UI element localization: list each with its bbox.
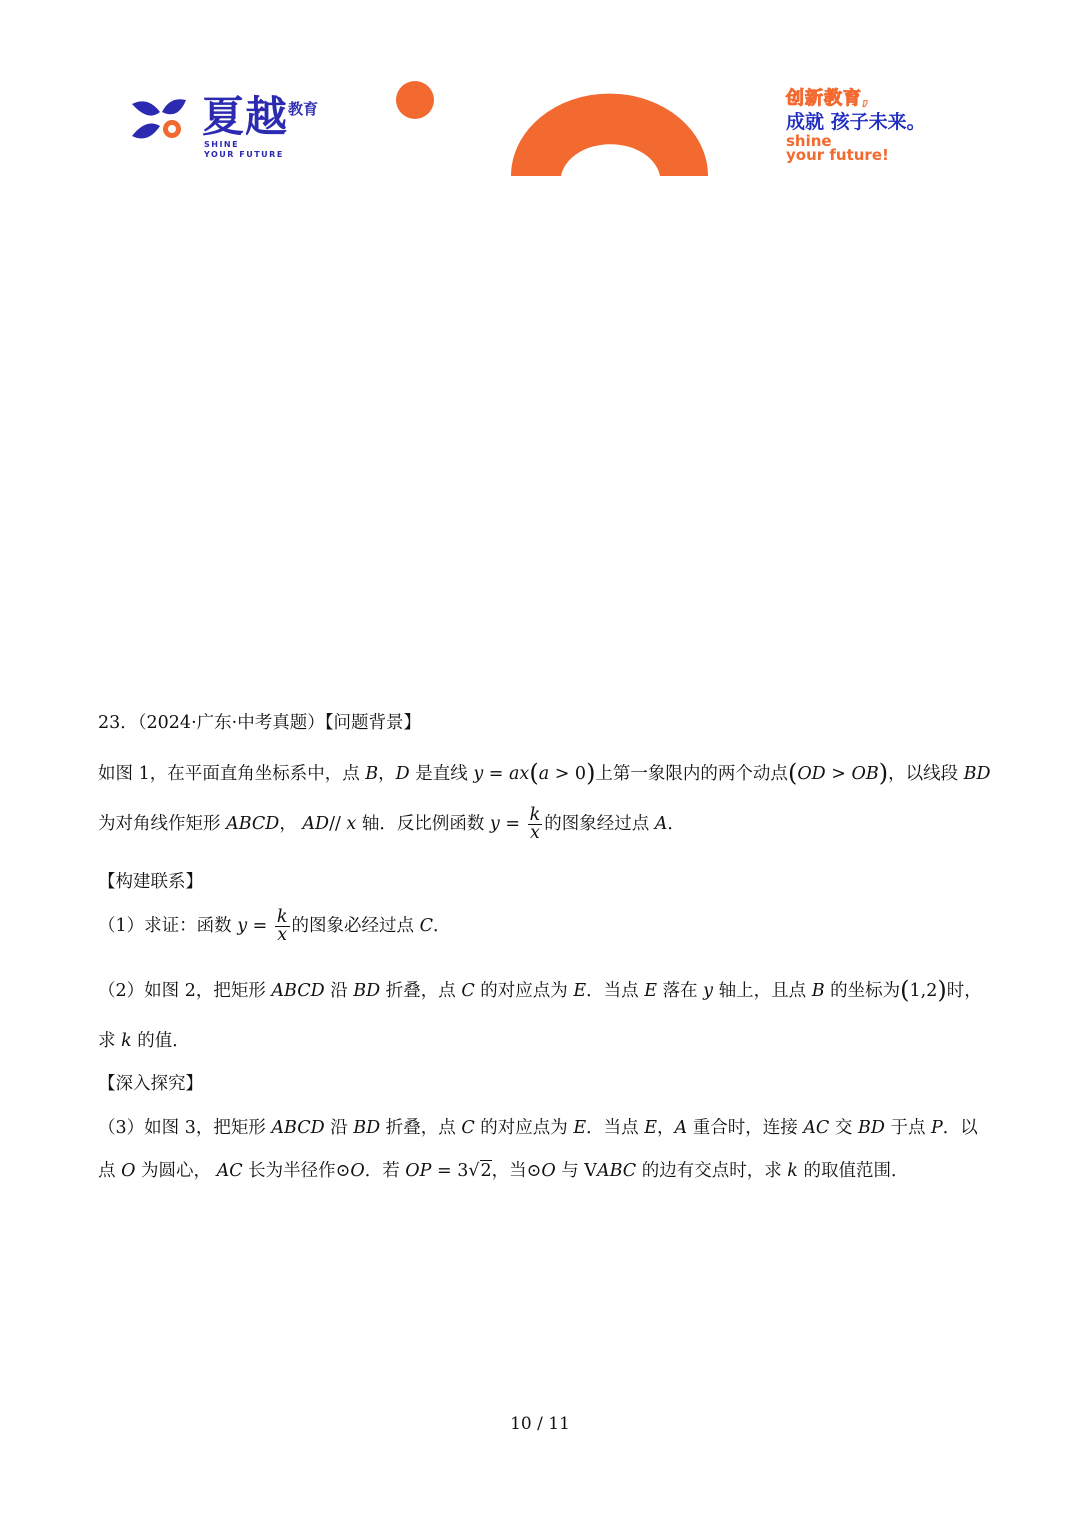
math-var: E xyxy=(644,1118,658,1138)
text: ， xyxy=(378,764,396,784)
math-var: x xyxy=(346,814,357,834)
text: （1）求证：函数 xyxy=(98,916,238,936)
background-line-2 xyxy=(98,807,685,842)
math-var: O xyxy=(350,1161,365,1181)
fraction-denominator: x xyxy=(277,925,288,945)
math-var: C xyxy=(461,981,475,1001)
text: 为圆心， xyxy=(135,1161,217,1181)
text: 折叠，点 xyxy=(380,981,462,1001)
text: 的坐标为 xyxy=(824,981,901,1001)
math-var: y xyxy=(473,764,484,784)
text: 轴．反比例函数 xyxy=(356,814,490,834)
math-var: k xyxy=(787,1161,798,1181)
math-var: ABC xyxy=(596,1161,637,1181)
text: ．当点 xyxy=(586,1118,645,1138)
math-var: BD xyxy=(353,981,381,1001)
fraction-k-over-x xyxy=(528,807,543,842)
text: ． xyxy=(432,916,451,936)
brand-slogan xyxy=(786,88,986,162)
math-var: OP xyxy=(405,1161,432,1181)
math-var: BD xyxy=(857,1118,885,1138)
text: （2）如图 2，把矩形 xyxy=(98,981,272,1001)
math-var: OD xyxy=(797,764,826,784)
math-var: ABCD xyxy=(226,814,280,834)
brand-name: 夏越 xyxy=(202,92,289,141)
math-var: AC xyxy=(803,1118,830,1138)
math-var: B xyxy=(365,764,379,784)
text: > xyxy=(825,764,852,784)
text: 为对角线作矩形 xyxy=(98,814,227,834)
text: 上第一象限内的两个动点 xyxy=(595,764,788,784)
sqrt-radicand: 2 xyxy=(480,1161,492,1181)
text: 与 V xyxy=(555,1161,597,1181)
page-number: 10 / 11 xyxy=(510,1414,570,1434)
question-number: 23． xyxy=(98,713,138,733)
slogan-line-1: 创新教育, xyxy=(786,88,870,109)
fraction-k-over-x xyxy=(275,909,290,944)
math-var: AC xyxy=(216,1161,243,1181)
text: 的对应点为 xyxy=(474,1118,574,1138)
text: 的取值范围． xyxy=(797,1161,909,1181)
text: ．当点 xyxy=(586,981,645,1001)
text: 轴上，且点 xyxy=(713,981,812,1001)
text: 的对应点为 xyxy=(474,981,574,1001)
math-var: k xyxy=(121,1031,132,1051)
text: 的图象经过点 xyxy=(544,814,655,834)
math-var: y xyxy=(237,916,248,936)
math-var: ABCD xyxy=(271,1118,325,1138)
math-var: y xyxy=(489,814,500,834)
text: > 0 xyxy=(549,764,587,784)
paren-close: ) xyxy=(878,759,889,787)
math-var: BD xyxy=(963,764,991,784)
paren-close: ) xyxy=(586,759,596,787)
math-var: AD xyxy=(302,814,330,834)
orange-arch-icon xyxy=(511,94,708,176)
text: ． xyxy=(667,814,685,834)
math-var: y xyxy=(703,981,714,1001)
paren-open: ( xyxy=(787,759,798,787)
paren-close: ) xyxy=(937,976,947,1004)
math-var: B xyxy=(811,981,825,1001)
text: 落在 xyxy=(657,981,704,1001)
text: // xyxy=(329,814,347,834)
text: ，当⊙ xyxy=(491,1161,542,1181)
math-var: a xyxy=(538,764,550,784)
coordinate: 1,2 xyxy=(909,981,938,1001)
text: 重合时，连接 xyxy=(687,1118,804,1138)
slogan-line-4: your future! xyxy=(786,146,889,164)
math-var: E xyxy=(573,981,587,1001)
math-var: E xyxy=(644,981,658,1001)
section-background: 【问题背景】 xyxy=(324,713,421,733)
question-source: （2024·广东·中考真题） xyxy=(137,713,325,733)
math-var: D xyxy=(395,764,410,784)
math-var: OB xyxy=(851,764,879,784)
math-var: E xyxy=(573,1118,587,1138)
text: 于点 xyxy=(884,1118,932,1138)
math-var: C xyxy=(419,916,433,936)
text: ．若 xyxy=(364,1161,406,1181)
text: = 3 xyxy=(431,1161,469,1181)
text: 的值． xyxy=(131,1031,190,1051)
text: 如图 1，在平面直角坐标系中，点 xyxy=(98,764,366,784)
background-line-1 xyxy=(98,759,991,787)
slogan-line-3: shine xyxy=(786,132,832,150)
text: ，以线段 xyxy=(888,764,964,784)
math-var: ABCD xyxy=(271,981,325,1001)
text: 点 xyxy=(98,1161,122,1181)
text: = xyxy=(247,916,273,936)
text: 的边有交点时，求 xyxy=(636,1161,788,1181)
math-var: A xyxy=(654,814,668,834)
sub-question-1 xyxy=(98,909,450,944)
text: 交 xyxy=(829,1118,858,1138)
sqrt-sign: √ xyxy=(468,1161,480,1181)
text: 长为半径作⊙ xyxy=(242,1161,351,1181)
text: 折叠，点 xyxy=(380,1118,462,1138)
brand-sub-1: SHINE xyxy=(204,140,240,149)
slogan-line-2: 成就 孩子未来。 xyxy=(786,111,926,133)
math-var: O xyxy=(541,1161,556,1181)
fraction-numerator: k xyxy=(529,805,541,825)
section-explore: 【深入探究】 xyxy=(98,1074,203,1094)
text: ， xyxy=(657,1118,675,1138)
text: = xyxy=(499,814,526,834)
brand-sub-2: YOUR FUTURE xyxy=(204,150,284,159)
text: ， xyxy=(279,814,303,834)
section-connect: 【构建联系】 xyxy=(98,872,203,892)
math-var: P xyxy=(931,1118,943,1138)
text: = xyxy=(483,764,509,784)
brand-logo xyxy=(128,92,348,162)
text: 的图象必经过点 xyxy=(291,916,420,936)
orange-dot-icon xyxy=(396,81,434,119)
page-header xyxy=(0,0,1080,190)
paren-open: ( xyxy=(900,976,910,1004)
text: 沿 xyxy=(324,981,354,1001)
text: （3）如图 3，把矩形 xyxy=(98,1118,272,1138)
math-var: ax xyxy=(509,764,530,784)
text: ．以 xyxy=(942,1118,978,1138)
sub-question-3-line-1 xyxy=(98,1114,978,1139)
math-var: BD xyxy=(353,1118,381,1138)
fraction-numerator: k xyxy=(276,907,288,927)
text: 沿 xyxy=(324,1118,354,1138)
sub-question-2-line-2 xyxy=(98,1027,190,1052)
math-var: C xyxy=(461,1118,475,1138)
sub-question-2-line-1 xyxy=(98,976,982,1004)
text: 求 xyxy=(98,1031,122,1051)
text: 是直线 xyxy=(409,764,474,784)
paren-open: ( xyxy=(529,759,539,787)
math-var: A xyxy=(674,1118,688,1138)
question-heading xyxy=(98,709,421,734)
text: 时， xyxy=(946,981,982,1001)
fraction-denominator: x xyxy=(529,823,540,843)
math-var: O xyxy=(121,1161,136,1181)
sub-question-3-line-2 xyxy=(98,1157,908,1182)
brand-suffix: 教育 xyxy=(288,100,319,118)
